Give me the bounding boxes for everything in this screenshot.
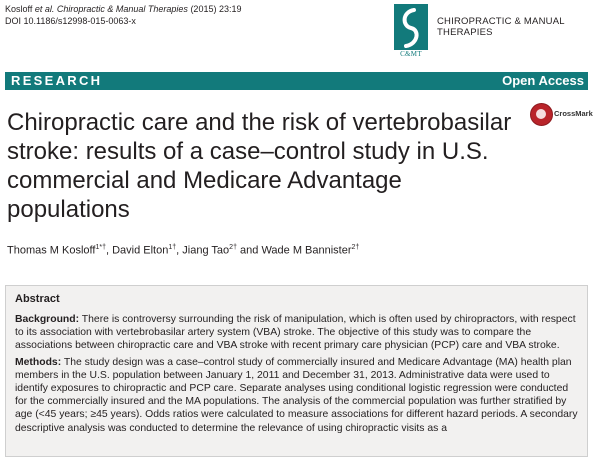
citation-year: (2015) 23:19 [187,4,242,14]
methods-text: The study design was a case–control study of commercially insured and Medicare Advantage (MA) health plan members in the U.S. population between January 1, 2011 and December 31, 2013. Administrative data were used to identify exposures to chiropractic and PCP care. Separate analyses using conditional logistic regression were conducted for the commercially insured and the MA populations. The analysis of the commercial population was further stratified by age (<45 years; ≥45 years). Odds ratios were calculated to measure associations for different hazard periods. A secondary descriptive analysis was conducted to determine the relevance of using chiropractic visits as a [15,356,578,434]
background-label: Background: [15,314,80,325]
article-title: Chiropractic care and the risk of vertebrobasilar stroke: results of a case–control study in U.S. commercial and Medicare Advantage populations [7,109,512,223]
citation-journal: et al. Chiropractic & Manual Therapies [34,4,188,14]
journal-logo-text: C&MT [400,50,422,58]
author-separator: , [105,244,113,257]
author-name[interactable]: Jiang Tao [182,244,230,257]
journal-logo-icon [394,4,428,50]
author-name[interactable]: David Elton [112,244,169,257]
section-header-bar [5,72,588,90]
abstract-box [5,285,588,457]
author-name[interactable]: Thomas M Kosloff [7,244,96,257]
abstract-background [15,313,581,353]
journal-name[interactable]: CHIROPRACTIC & MANUAL THERAPIES [437,16,565,38]
author-separator: , [176,244,183,257]
author-separator: and [236,244,262,257]
author-list [7,244,359,257]
methods-label: Methods: [15,356,62,368]
author-name[interactable]: Wade M Bannister [261,244,352,257]
open-access-label: Open Access [502,73,584,88]
author-affiliation: 2† [229,244,237,251]
abstract-heading: Abstract [15,293,60,305]
section-label: RESEARCH [11,73,103,88]
citation-authors: Kosloff [5,4,35,14]
author-affiliation: 1† [168,244,177,251]
abstract-body [15,313,581,438]
citation-block [5,3,241,27]
author-affiliation: 1*† [95,244,106,251]
abstract-methods [15,356,581,435]
citation-line [5,3,241,15]
crossmark-icon [530,103,553,126]
citation-doi[interactable]: DOI 10.1186/s12998-015-0063-x [5,16,136,26]
crossmark-button[interactable] [530,103,593,129]
author-affiliation: 2† [351,244,360,251]
crossmark-label: CrossMark [554,109,593,118]
background-text: There is controversy surrounding the risk of manipulation, which is often used by chiropractors, with respect to its association with vertebrobasilar artery system (VBA) stroke. The objective of this study was to compare the associations between chiropractic care and VBA stroke with recent primary care physician (PCP) care and VBA stroke. [15,314,576,352]
journal-logo [394,4,428,50]
